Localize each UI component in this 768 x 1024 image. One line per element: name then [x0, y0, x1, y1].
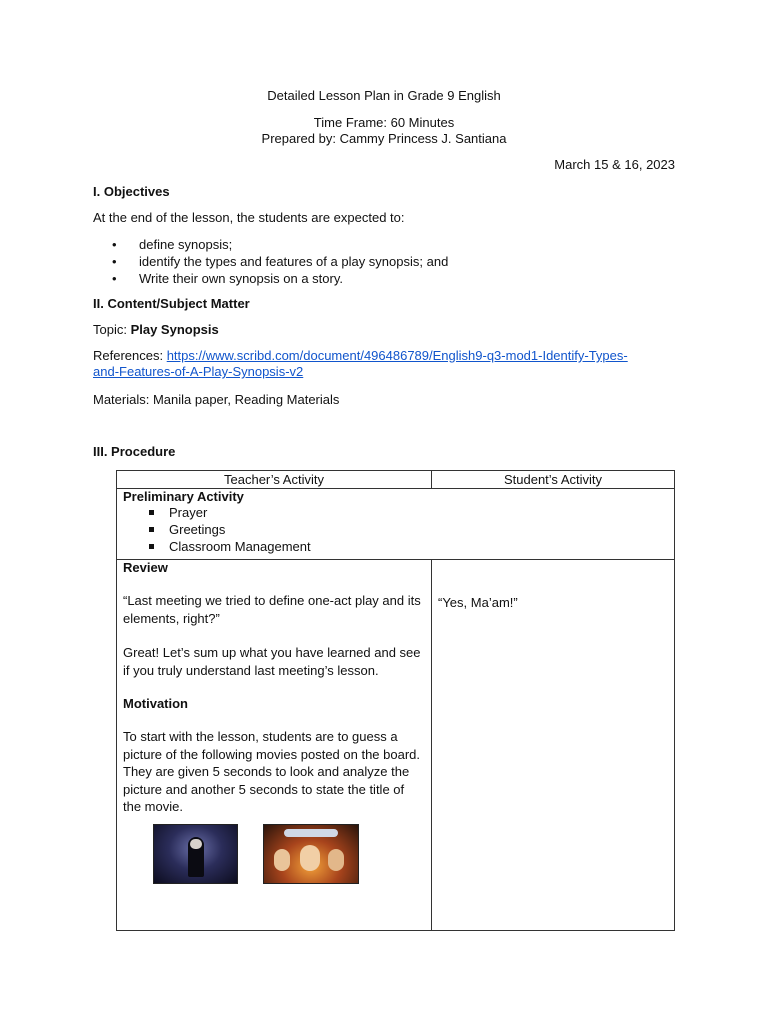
- table-header-row: [117, 471, 675, 489]
- references-link[interactable]: https://www.scribd.com/document/496486789/English9-q3-mod1-Identify-Types-and-Features-of-A-Play-Synopsis-v2: [93, 348, 628, 379]
- procedure-heading: III. Procedure: [93, 444, 176, 459]
- preliminary-list: [123, 504, 668, 555]
- lesson-date: March 15 & 16, 2023: [554, 157, 675, 172]
- motivation-title: Motivation: [123, 696, 188, 711]
- objectives-intro: At the end of the lesson, the students are expected to:: [93, 210, 405, 225]
- table-row: [117, 489, 675, 560]
- topic-label: Topic:: [93, 322, 131, 337]
- bullet-icon: •: [112, 271, 117, 286]
- student-activity-cell: [432, 560, 675, 931]
- document-title: Detailed Lesson Plan in Grade 9 English: [267, 88, 501, 103]
- list-item: • identify the types and features of a play synopsis; and: [112, 254, 449, 269]
- table-row: [117, 560, 675, 931]
- review-followup: Great! Let’s sum up what you have learned and see if you truly understand last meeting’s lesson.: [123, 645, 421, 678]
- review-quote: “Last meeting we tried to define one-act play and its elements, right?”: [123, 593, 421, 626]
- movie-pictures: [123, 824, 425, 886]
- movie-poster-image: [153, 824, 238, 884]
- references-line: [93, 348, 653, 380]
- preliminary-cell: [117, 489, 675, 560]
- topic-line: [93, 322, 219, 337]
- bullet-icon: •: [112, 254, 117, 269]
- time-frame: Time Frame: 60 Minutes: [313, 115, 455, 130]
- procedure-table: [116, 470, 675, 931]
- list-item: Prayer: [149, 504, 668, 521]
- materials-line: Materials: Manila paper, Reading Materials: [93, 392, 340, 407]
- list-item: • define synopsis;: [112, 237, 233, 252]
- list-item: Classroom Management: [149, 538, 668, 555]
- list-item: Greetings: [149, 521, 668, 538]
- objectives-list: [112, 236, 448, 287]
- bullet-icon: •: [112, 237, 117, 252]
- review-title: Review: [123, 560, 168, 575]
- teacher-activity-cell: [117, 560, 432, 931]
- student-reply: “Yes, Ma’am!”: [438, 595, 518, 610]
- content-heading: II. Content/Subject Matter: [93, 296, 250, 311]
- topic-value: Play Synopsis: [130, 322, 219, 337]
- objectives-heading: I. Objectives: [93, 184, 170, 199]
- list-item: • Write their own synopsis on a story.: [112, 271, 343, 286]
- prepared-by: Prepared by: Cammy Princess J. Santiana: [261, 131, 507, 146]
- references-label: References:: [93, 348, 167, 363]
- motivation-text: To start with the lesson, students are to guess a picture of the following movies posted on the board. They are given 5 seconds to look and analyze the picture and another 5 seconds to state the title of the movie.: [123, 729, 421, 814]
- student-column-header: Student’s Activity: [432, 471, 675, 489]
- movie-poster-image: [263, 824, 359, 884]
- preliminary-title: Preliminary Activity: [123, 489, 244, 504]
- teacher-column-header: Teacher’s Activity: [117, 471, 432, 489]
